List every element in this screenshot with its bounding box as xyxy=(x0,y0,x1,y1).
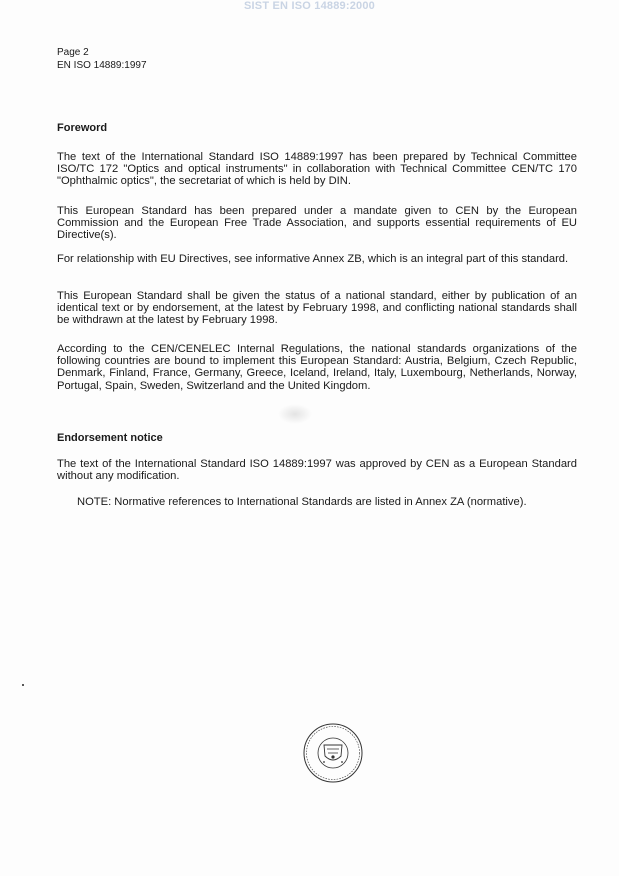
official-seal-stamp xyxy=(300,722,366,784)
foreword-paragraph: This European Standard has been prepared under a mandate given to CEN by the European Commission and the European Free Trade Association, and supports essential requirements of EU Directive(s). xyxy=(57,205,577,242)
endorsement-heading: Endorsement notice xyxy=(57,432,163,444)
foreword-paragraph: This European Standard shall be given the status of a national standard, either by publication of an identical text or by endorsement, at the latest by February 1998, and conflicting national standards shall be withdrawn at the latest by February 1998. xyxy=(57,290,577,327)
scan-smudge xyxy=(278,404,312,424)
endorsement-paragraph: The text of the International Standard ISO 14889:1997 was approved by CEN as a European Standard without any modification. xyxy=(57,458,577,483)
normative-note: NOTE: Normative references to International Standards are listed in Annex ZA (normative). xyxy=(77,496,527,508)
scan-speck xyxy=(22,684,24,686)
watermark-title: SIST EN ISO 14889:2000 xyxy=(244,0,375,12)
standard-reference: EN ISO 14889:1997 xyxy=(57,60,147,71)
page-label: Page 2 xyxy=(57,47,89,58)
foreword-paragraph: The text of the International Standard ISO 14889:1997 has been prepared by Technical Committee ISO/TC 172 "Optics and optical instruments" in collaboration with Technical Committee CEN/TC 170 "Ophthalmic optics", the secretariat of which is held by DIN. xyxy=(57,151,577,188)
foreword-paragraph: For relationship with EU Directives, see informative Annex ZB, which is an integral part of this standard. xyxy=(57,253,569,265)
foreword-heading: Foreword xyxy=(57,122,108,134)
foreword-paragraph: According to the CEN/CENELEC Internal Regulations, the national standards organizations of the following countries are bound to implement this European Standard: Austria, Belgium, Czech Republic, Denmark, Finland, France, Germany, Greece, Iceland, Ireland, Italy, Luxembourg, Netherlands, Norway, Portugal, Spain, Sweden, Switzerland and the United Kingdom. xyxy=(57,343,577,392)
